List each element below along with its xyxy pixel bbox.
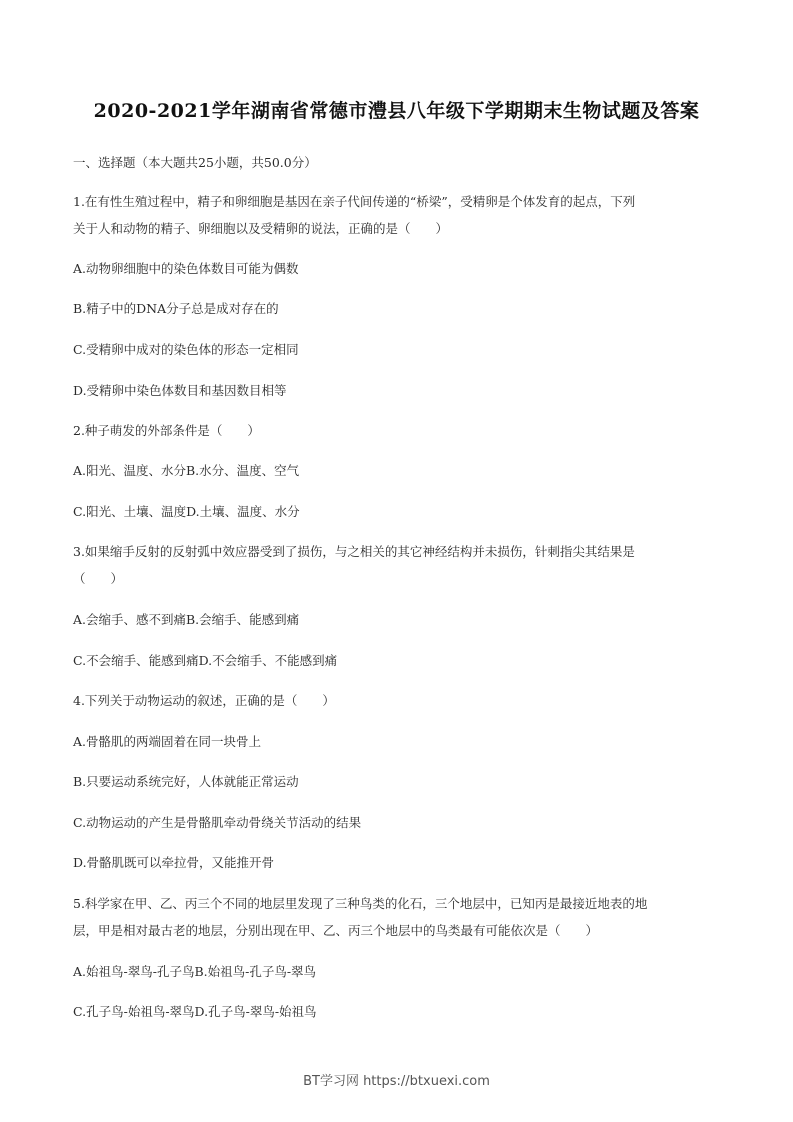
question-1-stem-line-2: 关于人和动物的精子、卵细胞以及受精卵的说法，正确的是（ ） bbox=[73, 221, 449, 236]
question-4-option-d: D.骨骼肌既可以牵拉骨，又能推开骨 bbox=[73, 855, 275, 870]
footer-watermark: BT学习网 https://btxuexi.com bbox=[303, 1074, 490, 1089]
question-4-option-c: C.动物运动的产生是骨骼肌牵动骨绕关节活动的结果 bbox=[73, 815, 362, 830]
question-4-stem: 4.下列关于动物运动的叙述，正确的是（ ） bbox=[73, 693, 335, 708]
question-5-stem-line-1: 5.科学家在甲、乙、丙三个不同的地层里发现了三种鸟类的化石，三个地层中，已知丙是最接近地表的地 bbox=[73, 896, 648, 911]
question-3-stem-line-1: 3.如果缩手反射的反射弧中效应器受到了损伤，与之相关的其它神经结构并未损伤，针刺指尖其结果是 bbox=[73, 544, 635, 559]
question-2-options-cd: C.阳光、土壤、温度D.土壤、温度、水分 bbox=[73, 504, 300, 519]
question-5-stem-line-2: 层，甲是相对最古老的地层，分别出现在甲、乙、丙三个地层中的鸟类最有可能依次是（ ） bbox=[73, 923, 599, 938]
question-3-options-cd: C.不会缩手、能感到痛D.不会缩手、不能感到痛 bbox=[73, 653, 338, 668]
question-1-stem-line-1: 1.在有性生殖过程中，精子和卵细胞是基因在亲子代间传递的“桥梁”，受精卵是个体发育的起点，下列 bbox=[73, 194, 636, 209]
question-3-stem-line-2: （ ） bbox=[73, 571, 124, 586]
question-5-options-cd: C.孔子鸟-始祖鸟-翠鸟D.孔子鸟-翠鸟-始祖鸟 bbox=[73, 1004, 317, 1019]
question-1-option-c: C.受精卵中成对的染色体的形态一定相同 bbox=[73, 342, 299, 357]
question-1-option-a: A.动物卵细胞中的染色体数目可能为偶数 bbox=[73, 261, 299, 276]
question-1-option-d: D.受精卵中染色体数目和基因数目相等 bbox=[73, 383, 287, 398]
document-title: 2020-2021学年湖南省常德市澧县八年级下学期期末生物试题及答案 bbox=[93, 100, 700, 122]
section-header: 一、选择题（本大题共25小题，共50.0分） bbox=[73, 155, 317, 170]
question-3-options-ab: A.会缩手、感不到痛B.会缩手、能感到痛 bbox=[73, 612, 300, 627]
question-1-option-b: B.精子中的DNA分子总是成对存在的 bbox=[73, 301, 279, 316]
question-5-options-ab: A.始祖鸟-翠鸟-孔子鸟B.始祖鸟-孔子鸟-翠鸟 bbox=[73, 964, 317, 979]
question-2-stem: 2.种子萌发的外部条件是（ ） bbox=[73, 423, 260, 438]
question-4-option-a: A.骨骼肌的两端固着在同一块骨上 bbox=[73, 734, 262, 749]
question-2-options-ab: A.阳光、温度、水分B.水分、温度、空气 bbox=[73, 463, 300, 478]
question-4-option-b: B.只要运动系统完好，人体就能正常运动 bbox=[73, 774, 299, 789]
